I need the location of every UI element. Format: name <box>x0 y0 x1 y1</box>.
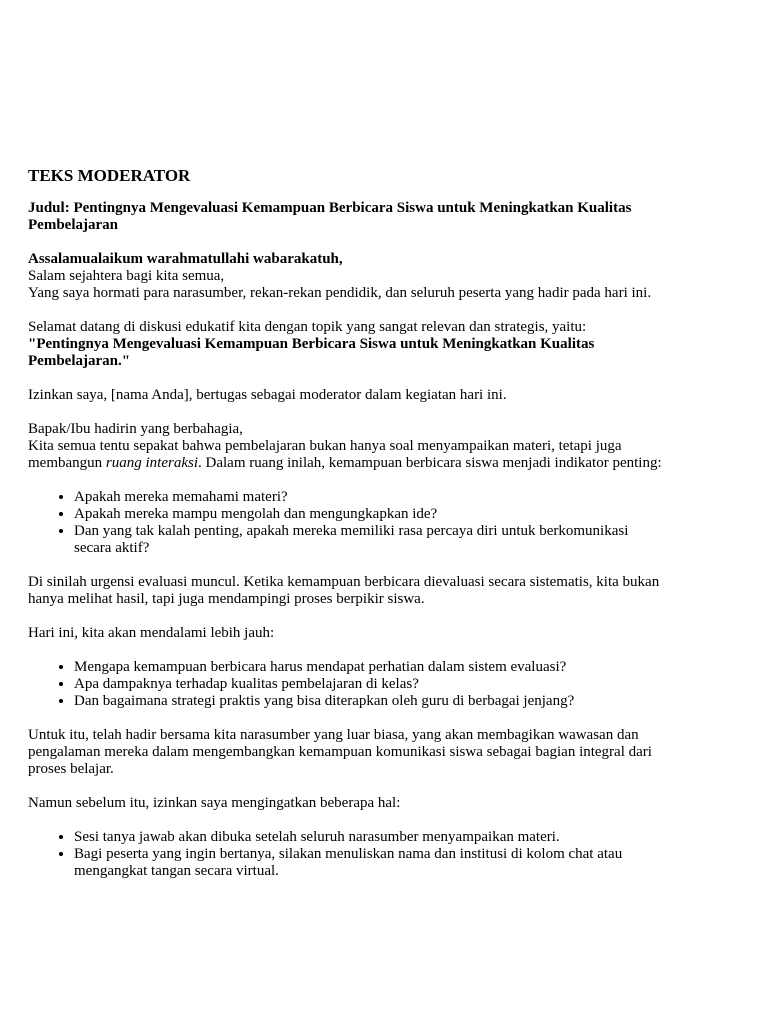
today-intro: Hari ini, kita akan mendalami lebih jauh: <box>28 625 275 641</box>
list-item: • Apa dampaknya terhadap kualitas pembelajaran di kelas? <box>74 676 668 693</box>
audience-text-b: . Dalam ruang inilah, kemampuan berbicara siswa menjadi indikator penting: <box>198 455 662 471</box>
reminder-intro: Namun sebelum itu, izinkan saya mengingatkan beberapa hal: <box>28 795 401 811</box>
indicator-list <box>28 489 668 557</box>
list-item: • Apakah mereka memahami materi? <box>74 489 668 506</box>
welcome-intro: Selamat datang di diskusi edukatif kita dengan topik yang sangat relevan dan strategis, yaitu: <box>28 319 587 335</box>
welcome-paragraph <box>28 319 668 370</box>
list-item: • Mengapa kemampuan berbicara harus mendapat perhatian dalam sistem evaluasi? <box>74 659 668 676</box>
list-item: • Sesi tanya jawab akan dibuka setelah seluruh narasumber menyampaikan materi. <box>74 829 668 846</box>
audience-greeting: Bapak/Ibu hadirin yang berbahagia, <box>28 421 243 437</box>
list-item: • Bagi peserta yang ingin bertanya, silakan menuliskan nama dan institusi di kolom chat atau mengangkat tangan secara virtual. <box>74 846 668 880</box>
list-item: • Apakah mereka mampu mengolah dan mengungkapkan ide? <box>74 506 668 523</box>
audience-emphasis: ruang interaksi <box>105 455 198 471</box>
urgency-paragraph: Di sinilah urgensi evaluasi muncul. Ketika kemampuan berbicara dievaluasi secara sistematis, kita bukan hanya melihat hasil, tapi juga mendampingi proses berpikir siswa. <box>28 574 660 607</box>
document-page <box>28 166 668 897</box>
today-list <box>28 659 668 710</box>
audience-text-a: Kita semua tentu sepakat bahwa pembelajaran bukan hanya soal menyampaikan materi, tetapi juga membangun <box>28 438 622 471</box>
reminder-list <box>28 829 668 880</box>
list-item: • Dan bagaimana strategi praktis yang bisa diterapkan oleh guru di berbagai jenjang? <box>74 693 668 710</box>
document-heading: TEKS MODERATOR <box>28 166 191 185</box>
welcome-topic: "Pentingnya Mengevaluasi Kemampuan Berbicara Siswa untuk Meningkatkan Kualitas Pembelajaran." <box>28 336 595 369</box>
document-title: Judul: Pentingnya Mengevaluasi Kemampuan Berbicara Siswa untuk Meningkatkan Kualitas Pembelajaran <box>28 200 632 233</box>
moderator-intro: Izinkan saya, [nama Anda], bertugas sebagai moderator dalam kegiatan hari ini. <box>28 387 507 403</box>
greeting-line-3: Yang saya hormati para narasumber, rekan-rekan pendidik, dan seluruh peserta yang hadir pada hari ini. <box>28 285 652 301</box>
list-item: • Dan yang tak kalah penting, apakah mereka memiliki rasa percaya diri untuk berkomunikasi secara aktif? <box>74 523 668 557</box>
greeting-line-2: Salam sejahtera bagi kita semua, <box>28 268 225 284</box>
speakers-paragraph: Untuk itu, telah hadir bersama kita narasumber yang luar biasa, yang akan membagikan wawasan dan pengalaman mereka dalam mengembangkan kemampuan komunikasi siswa sebagai bagian integral dari proses belajar. <box>28 727 652 777</box>
greeting-salam: Assalamualaikum warahmatullahi wabarakatuh, <box>28 251 343 267</box>
audience-paragraph <box>28 438 668 472</box>
greeting-paragraph <box>28 251 668 302</box>
